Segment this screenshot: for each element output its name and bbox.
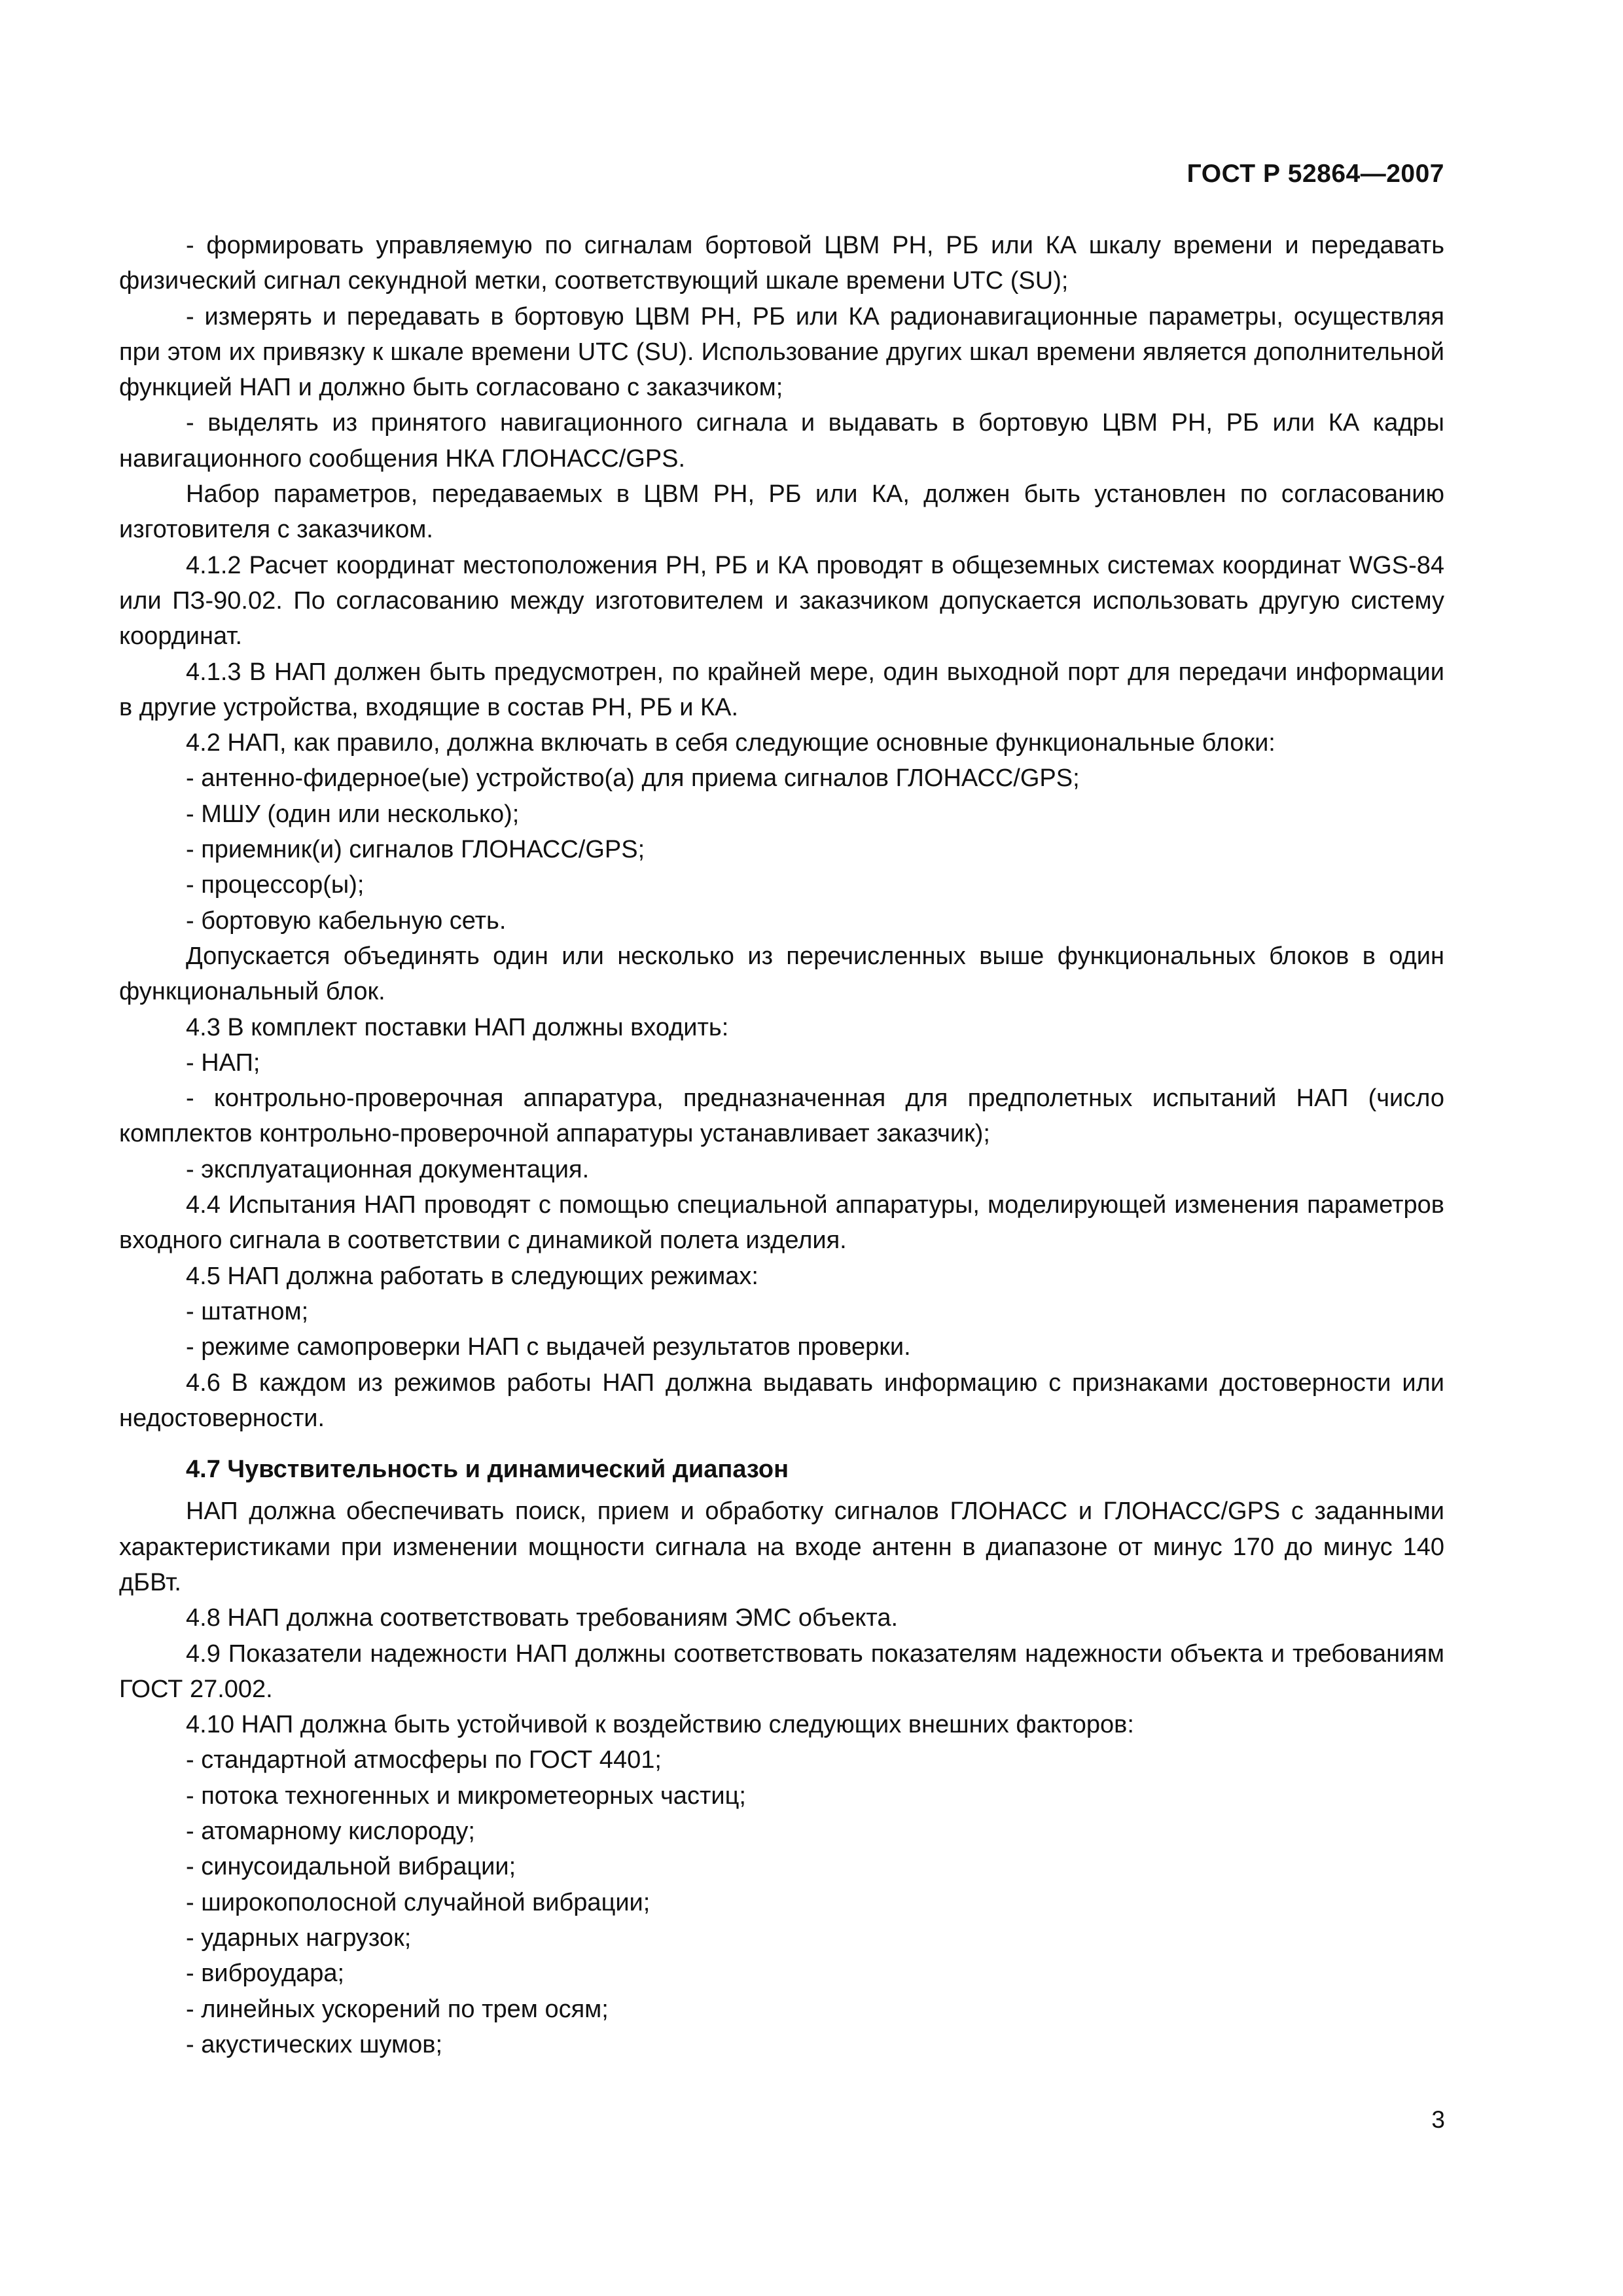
paragraph: 4.3 В комплект поставки НАП должны входить: [186, 1013, 729, 1041]
paragraph: Допускается объединять один или несколько из перечисленных выше функциональных блоков в один функциональный блок. [119, 942, 1444, 1006]
section-heading: 4.7 Чувствительность и динамический диапазон [186, 1456, 789, 1484]
list-item: - процессор(ы); [186, 871, 365, 899]
list-item: - акустических шумов; [186, 2030, 443, 2058]
paragraph: - измерять и передавать в бортовую ЦВМ РН, РБ или КА радионавигационные параметры, осуществляя при этом их привязку к шкале времени UTC (SU). Использование других шкал времени является дополнительной функцией НАП и должно быть согласовано с заказчиком; [119, 302, 1444, 402]
paragraph: 4.9 Показатели надежности НАП должны соответствовать показателям надежности объекта и требованиям ГОСТ 27.002. [119, 1640, 1444, 1703]
paragraph: 4.1.2 Расчет координат местоположения РН, РБ и КА проводят в общеземных системах координат WGS-84 или ПЗ-90.02. По согласованию между изготовителем и заказчиком допускается использовать другую систему координат. [119, 551, 1444, 651]
list-item: - атомарному кислороду; [186, 1818, 475, 1846]
document-header: ГОСТ Р 52864—2007 [1186, 160, 1444, 188]
document-body [119, 228, 1444, 2062]
list-item: - стандартной атмосферы по ГОСТ 4401; [186, 1746, 662, 1774]
paragraph: 4.8 НАП должна соответствовать требованиям ЭМС объекта. [186, 1604, 899, 1632]
list-item: - МШУ (один или несколько); [186, 800, 520, 828]
list-item: - НАП; [186, 1049, 260, 1077]
list-item: - синусоидальной вибрации; [186, 1853, 516, 1881]
list-item: - широкополосной случайной вибрации; [186, 1888, 651, 1916]
paragraph: Набор параметров, передаваемых в ЦВМ РН, РБ или КА, должен быть установлен по согласованию изготовителя с заказчиком. [119, 480, 1444, 544]
list-item: - контрольно-проверочная аппаратура, предназначенная для предполетных испытаний НАП (число комплектов контрольно-проверочной аппаратуры устанавливает заказчик); [119, 1085, 1444, 1148]
list-item: - ударных нагрузок; [186, 1924, 412, 1952]
list-item: - приемник(и) сигналов ГЛОНАСС/GPS; [186, 836, 645, 864]
list-item: - антенно-фидерное(ые) устройство(а) для приема сигналов ГЛОНАСС/GPS; [186, 764, 1080, 793]
paragraph: НАП должна обеспечивать поиск, прием и обработку сигналов ГЛОНАСС и ГЛОНАСС/GPS с заданными характеристиками при изменении мощности сигнала на входе антенн в диапазоне от минус 170 до минус 140 дБВт. [119, 1498, 1444, 1596]
list-item: - эксплуатационная документация. [186, 1155, 590, 1183]
paragraph: 4.4 Испытания НАП проводят с помощью специальной аппаратуры, моделирующей изменения параметров входного сигнала в соответствии с динамикой полета изделия. [119, 1191, 1444, 1255]
list-item: - виброудара; [186, 1960, 345, 1988]
page-number: 3 [1431, 2106, 1445, 2133]
paragraph: 4.6 В каждом из режимов работы НАП должна выдавать информацию с признаками достоверности или недостоверности. [119, 1369, 1444, 1432]
paragraph: 4.5 НАП должна работать в следующих режимах: [186, 1262, 758, 1290]
list-item: - режиме самопроверки НАП с выдачей результатов проверки. [186, 1333, 911, 1361]
paragraph: 4.1.3 В НАП должен быть предусмотрен, по крайней мере, один выходной порт для передачи информации в другие устройства, входящие в состав РН, РБ и КА. [119, 658, 1444, 721]
list-item: - штатном; [186, 1297, 309, 1325]
paragraph: - формировать управляемую по сигналам бортовой ЦВМ РН, РБ или КА шкалу времени и передавать физический сигнал секундной метки, соответствующий шкале времени UTC (SU); [119, 232, 1444, 295]
paragraph: 4.10 НАП должна быть устойчивой к воздействию следующих внешних факторов: [186, 1711, 1134, 1739]
list-item: - линейных ускорений по трем осям; [186, 1995, 609, 2023]
list-item: - потока техногенных и микрометеорных частиц; [186, 1782, 746, 1810]
list-item: - бортовую кабельную сеть. [186, 906, 507, 935]
paragraph: - выделять из принятого навигационного сигнала и выдавать в бортовую ЦВМ РН, РБ или КА кадры навигационного сообщения НКА ГЛОНАСС/GPS. [119, 409, 1444, 473]
paragraph: 4.2 НАП, как правило, должна включать в себя следующие основные функциональные блоки: [186, 729, 1275, 757]
